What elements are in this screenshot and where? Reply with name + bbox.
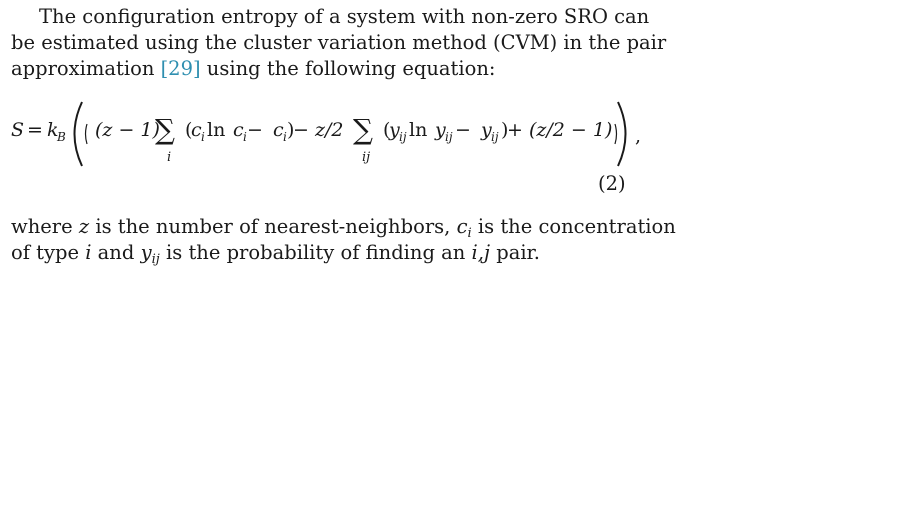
eq-ln-1: ln: [207, 119, 226, 141]
math-c: c: [456, 215, 468, 238]
eq-c2: c: [233, 119, 244, 141]
text-segment: be estimated using the cluster variation method (CVM) in the pair: [11, 31, 667, 54]
sum-icon-2: ∑: [353, 113, 373, 146]
text-segment: The configuration entropy of a system with non-zero SRO can: [39, 5, 650, 28]
eq-sum2-index: ij: [362, 150, 371, 165]
entropy-equation: [11, 98, 642, 172]
eq-c2-sub: i: [243, 130, 247, 144]
math-y-sub: ij: [151, 252, 160, 267]
sum-icon: ∑: [155, 113, 175, 146]
eq-open-paren-2: (: [383, 119, 391, 141]
text-segment: is the concentration: [471, 215, 676, 238]
eq-y1: y: [389, 119, 400, 141]
math-y: y: [140, 241, 152, 264]
paragraph-config-entropy: [11, 4, 667, 82]
eq-c3-sub: i: [283, 130, 287, 144]
math-c-sub: i: [467, 226, 472, 241]
text-segment: is the number of nearest-neighbors,: [89, 215, 457, 238]
eq-term1-coef: (z − 1): [95, 119, 160, 141]
eq-y3: y: [481, 119, 492, 141]
text-segment: using the following equation:: [200, 57, 496, 80]
math-z: z: [78, 215, 90, 238]
equation-number: (2): [598, 172, 626, 195]
text-segment: where: [11, 215, 79, 238]
citation-link[interactable]: [29]: [160, 57, 201, 80]
eq-k-sub: B: [57, 130, 66, 144]
text-line-3: [11, 56, 631, 82]
text-line-1: [11, 4, 650, 30]
eq-equals: =: [27, 119, 43, 141]
text-line-5: [11, 240, 631, 266]
text-segment: and: [91, 241, 141, 264]
equation-svg: [11, 98, 651, 178]
eq-c1: c: [191, 119, 202, 141]
big-right-paren: [618, 102, 626, 166]
big-left-paren: [75, 102, 83, 166]
text-line-2: [11, 30, 667, 56]
eq-trailing-comma: ,: [635, 125, 642, 147]
eq-minus-1: −: [247, 119, 263, 141]
inner-left-paren: [86, 124, 88, 144]
eq-term3: + (z/2 − 1): [507, 119, 613, 141]
text-segment: approximation: [11, 57, 161, 80]
eq-close-paren-2: ): [501, 119, 509, 141]
eq-close-paren-1: ): [287, 119, 295, 141]
eq-open-paren-1: (: [185, 119, 193, 141]
eq-c3: c: [273, 119, 284, 141]
eq-y1-sub: ij: [399, 130, 407, 144]
text-segment: is the probability of finding an: [159, 241, 472, 264]
eq-k: k: [47, 119, 59, 141]
inner-right-paren: [615, 124, 617, 144]
eq-sum1-index: i: [167, 150, 172, 165]
eq-y3-sub: ij: [491, 130, 499, 144]
eq-ln-2: ln: [409, 119, 428, 141]
eq-y2: y: [435, 119, 446, 141]
eq-minus-2: −: [455, 119, 471, 141]
eq-term2-coef: − z/2: [293, 119, 344, 141]
text-segment: of type: [11, 241, 86, 264]
eq-y2-sub: ij: [445, 130, 453, 144]
text-segment: pair.: [490, 241, 540, 264]
math-i: i: [85, 241, 92, 264]
eq-lhs: S: [11, 119, 25, 141]
math-ij: i,j: [471, 241, 491, 264]
text-line-4: [11, 214, 676, 241]
eq-c1-sub: i: [201, 130, 205, 144]
paragraph-definitions: [11, 214, 676, 267]
